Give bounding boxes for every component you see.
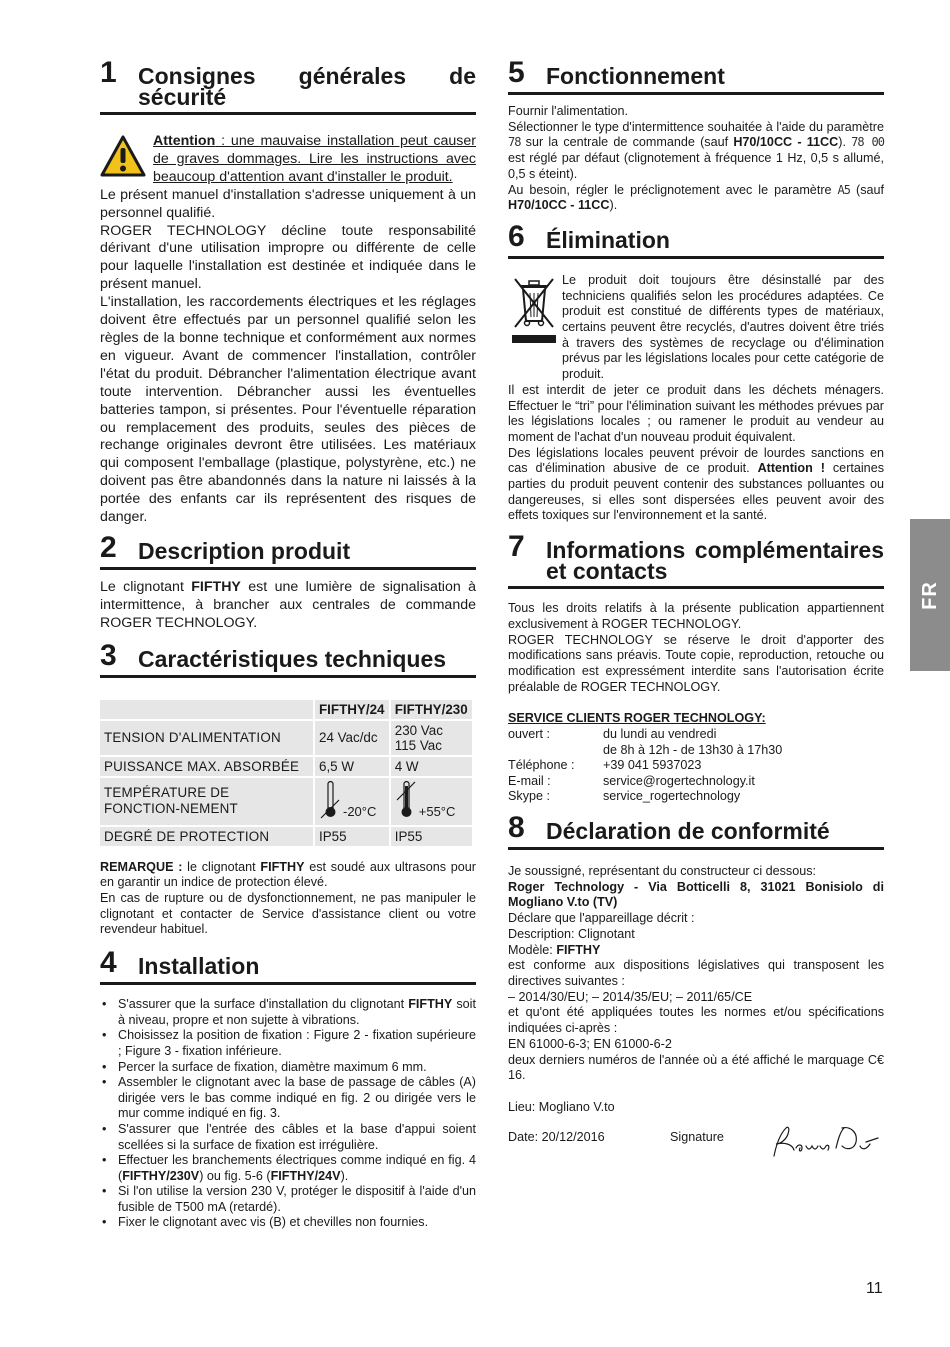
section-3-heading (100, 638, 476, 678)
table-cell: IP55 (315, 827, 389, 846)
parameter-code: A5 (837, 182, 850, 197)
service-title: SERVICE CLIENTS ROGER TECHNOLOGY: (508, 711, 766, 726)
signature-label: Signature (670, 1129, 724, 1144)
section-title: Élimination (546, 226, 670, 253)
date-line: Date: 20/12/2016 (508, 1129, 605, 1144)
list-item: • Fixer le clignotant avec vis (B) et chevilles non fournies. (100, 1215, 476, 1231)
paragraph: ROGER TECHNOLOGY décline toute responsabilité dérivant d'une utilisation impropre ou différente de celle pour laquelle l'installation est destinée et indiquée dans le présent manuel. (100, 222, 476, 293)
disposal-block (508, 273, 884, 383)
column-header: FIFTHY/230 (391, 700, 472, 719)
paragraph: Tous les droits relatifs à la présente publication appartiennent exclusivement à ROGER TECHNOLOGY. (508, 601, 884, 631)
email-row: E-mail : service@rogertechnology.it (508, 773, 755, 788)
list-item: • Percer la surface de fixation, diamètre maximum 6 mm. (100, 1060, 476, 1076)
thermometer-low (319, 780, 379, 820)
section-7-heading (508, 532, 884, 589)
section-title: Informations complémentaires et contacts (546, 537, 884, 585)
section-8-heading (508, 813, 884, 850)
table-row (100, 721, 472, 755)
language-tab: FR (910, 519, 950, 671)
paragraph: EN 61000-6-3; EN 61000-6-2 (508, 1036, 672, 1051)
list-item: • S'assurer que la surface d'installation du clignotant FIFTHY soit à niveau, propre et non sujette à vibrations. (100, 997, 476, 1028)
phone-number: +39 041 5937023 (603, 758, 702, 773)
note-paragraph: REMARQUE : le clignotant FIFTHY est soudé aux ultrasons pour en garantir un indice de protection élevé. (100, 859, 476, 890)
section-4-heading (100, 948, 476, 985)
paragraph: est conforme aux dispositions législatives qui transposent les directives suivantes : (508, 958, 884, 988)
service-hours-row: ouvert : du lundi au vendredi (508, 727, 717, 742)
section-number: 6 (508, 219, 525, 253)
specifications-table (98, 698, 474, 848)
paragraph: deux derniers numéros de l'année où a été affiché le marquage C€ 16. (508, 1052, 884, 1083)
table-row (100, 827, 472, 846)
warning-text: Attention : une mauvaise installation peut causer de graves dommages. Lire les instructions avec beaucoup d'attention avant d'installer le produit. (153, 133, 476, 185)
place-line: Lieu: Mogliano V.to (508, 1099, 615, 1114)
skype-id: service_rogertechnology (603, 789, 741, 804)
left-column (100, 58, 476, 1231)
section-title: Fonctionnement (546, 63, 725, 89)
thermometer-icon (319, 780, 341, 820)
section-title: Déclaration de conformité (546, 818, 830, 845)
paragraph: Déclare que l'appareillage décrit : (508, 911, 695, 926)
row-label: DEGRÉ DE PROTECTION (100, 827, 313, 846)
email-address: service@rogertechnology.it (603, 773, 755, 788)
list-item: • Choisissez la position de fixation : Figure 2 - fixation supérieure ; Figure 3 - fixation inférieure. (100, 1028, 476, 1059)
phone-row: Téléphone : +39 041 5937023 (508, 758, 702, 773)
warning-triangle-icon (100, 135, 146, 177)
section-2-heading (100, 530, 476, 570)
right-column (508, 58, 884, 1170)
section-number: 3 (100, 638, 117, 672)
paragraph: Le clignotant FIFTHY est une lumière de signalisation à intermittence, à brancher aux centrales de commande ROGER TECHNOLOGY. (100, 578, 476, 631)
table-row (100, 778, 472, 825)
skype-row: Skype : service_rogertechnology (508, 789, 741, 804)
date-signature-row (508, 1130, 884, 1170)
table-cell: 4 W (391, 757, 472, 776)
paragraph: Roger Technology - Via Botticelli 8, 31021 Bonisiolo di Mogliano V.to (TV) (508, 879, 884, 910)
thermometer-icon (395, 780, 417, 820)
section-number: 5 (508, 56, 525, 89)
service-hours-row: de 8h à 12h - de 13h30 à 17h30 (603, 742, 783, 757)
paragraph: Fournir l'alimentation. (508, 104, 628, 118)
section-number: 4 (100, 946, 117, 980)
table-header-row (100, 700, 472, 719)
table-cell: IP55 (391, 827, 472, 846)
list-item: • Si l'on utilise la version 230 V, protéger le dispositif à l'aide d'un fusible de T500 mA (retardé). (100, 1184, 476, 1215)
list-item: • Effectuer les branchements électriques comme indiqué en fig. 4 (FIFTHY/230V) ou fig. 5-6 (FIFTHY/24V). (100, 1153, 476, 1184)
section-number: 8 (508, 811, 525, 845)
parameter-code: 78 00 (851, 135, 884, 150)
table-cell (391, 778, 472, 825)
column-header: FIFTHY/24 (315, 700, 389, 719)
table-cell: 6,5 W (315, 757, 389, 776)
paragraph: et qu'ont été appliquées toutes les normes et/ou spécifications indiquées ci-après : (508, 1005, 884, 1036)
crossed-bin-icon (512, 275, 556, 345)
paragraph: L'installation, les raccordements électriques et les réglages doivent être effectués par un personnel qualifié selon les règles de la bonne technique et conformément aux normes en vigueur. Avant de commencer l'installation, contrôler l'état du produit. Débrancher l'alimentation électrique avant toute intervention. Débrancher aussi les éventuelles batteries tampon, si présentes. Pour l'éventuelle réparation ou remplacement des produits, seules des pièces de rechange originales devront être utilisées. Les matériaux qui composent l'emballage (plastique, polystyrène, etc.) ne doivent pas être abandonnés dans la nature ni laissés à la portée des enfants car ils représentent des risques de danger. (100, 294, 476, 526)
section-title: Installation (138, 953, 260, 980)
table-cell: 24 Vac/dc (315, 721, 389, 755)
list-item: • S'assurer que l'entrée des câbles et la base d'appui soient scellées si la surface de fixation est irrégulière. (100, 1122, 476, 1153)
row-label: TENSION D'ALIMENTATION (100, 721, 313, 755)
temperature-min: -20°C (343, 803, 377, 819)
temperature-max: +55°C (418, 803, 456, 819)
paragraph: ROGER TECHNOLOGY se réserve le droit d'apporter des modifications sans préavis. Toute copie, reproduction, retouche ou modification est expressément interdite sans l'autorisation écrite préalable de ROGER TECHNOLOGY. (508, 632, 884, 694)
section-number: 7 (508, 530, 525, 564)
table-row (100, 757, 472, 776)
section-title: Description produit (138, 537, 351, 564)
section-title: Consignes générales de sécurité (138, 63, 476, 110)
attention-label: Attention (153, 133, 216, 149)
page-number: 11 (866, 1280, 883, 1297)
paragraph: Le produit doit toujours être désinstallé par des techniciens qualifiés selon les procédures adaptées. Ce produit est constitué de différents types de matériaux, certains peuvent être recyclés, d'autres doivent être triés à travers des systèmes de recyclage ou d'élimination prévus par les législations locales pour cette catégorie de produit. (562, 272, 884, 382)
table-cell (315, 778, 389, 825)
paragraph: Je soussigné, représentant du constructeur ci dessous: (508, 864, 817, 879)
paragraph: Le présent manuel d'installation s'adresse uniquement à un personnel qualifié. (100, 186, 476, 221)
paragraph: Sélectionner le type d'intermittence souhaitée à l'aide du paramètre 78 sur la centrale de commande (sauf H70/10CC - 11CC). 78 00 est réglé par défaut (clignotement à fréquence 1 Hz, 0,5 s allumé, 0,5 s éteint). (508, 119, 884, 181)
parameter-code: 78 (508, 135, 521, 150)
paragraph: Description: Clignotant (508, 926, 635, 941)
paragraph: Au besoin, régler le préclignotement avec le paramètre A5 (sauf H70/10CC - 11CC). (508, 182, 884, 213)
section-5-heading (508, 58, 884, 95)
paragraph: Il est interdit de jeter ce produit dans les déchets ménagers. Effectuer le “tri” pour l'élimination suivant les méthodes prévues par les législations locales ; ou ramener le produit au vendeur au moment de l'achat d'un nouveau produit équivalent. (508, 382, 884, 444)
paragraph: Modèle: FIFTHY (508, 942, 601, 957)
row-label: PUISSANCE MAX. ABSORBÉE (100, 757, 313, 776)
installation-steps (100, 997, 476, 1231)
handwritten-signature (766, 1120, 882, 1162)
table-cell: 230 Vac 115 Vac (391, 721, 472, 755)
section-1-heading (100, 58, 476, 115)
warning-block (100, 133, 476, 187)
paragraph: – 2014/30/EU; – 2014/35/EU; – 2011/65/CE (508, 989, 753, 1004)
section-number: 2 (100, 530, 117, 564)
section-6-heading (508, 219, 884, 259)
paragraph: Des législations locales peuvent prévoir de lourdes sanctions en cas d'élimination abusive de ce produit. Attention ! certaines parties du produit peuvent contenir des substances polluantes ou dangereuses, si elles sont dispersées elles peuvent avoir des effets toxiques sur l'environnement et la santé. (508, 445, 884, 523)
note-paragraph: En cas de rupture ou de dysfonctionnement, ne pas manipuler le clignotant et contacter de Service d'assistance client ou votre revendeur habituel. (100, 891, 476, 937)
thermometer-high (395, 780, 455, 820)
row-label: TEMPÉRATURE DE FONCTION-NEMENT (100, 778, 313, 825)
list-item: • Assembler le clignotant avec la base de passage de câbles (A) dirigée vers le bas comme indiqué en fig. 2 ou dirigée vers le mur comme indiqué en fig. 3. (100, 1075, 476, 1122)
section-number: 1 (100, 56, 117, 89)
section-title: Caractéristiques techniques (138, 645, 447, 672)
ce-mark: C€ (867, 1052, 884, 1067)
